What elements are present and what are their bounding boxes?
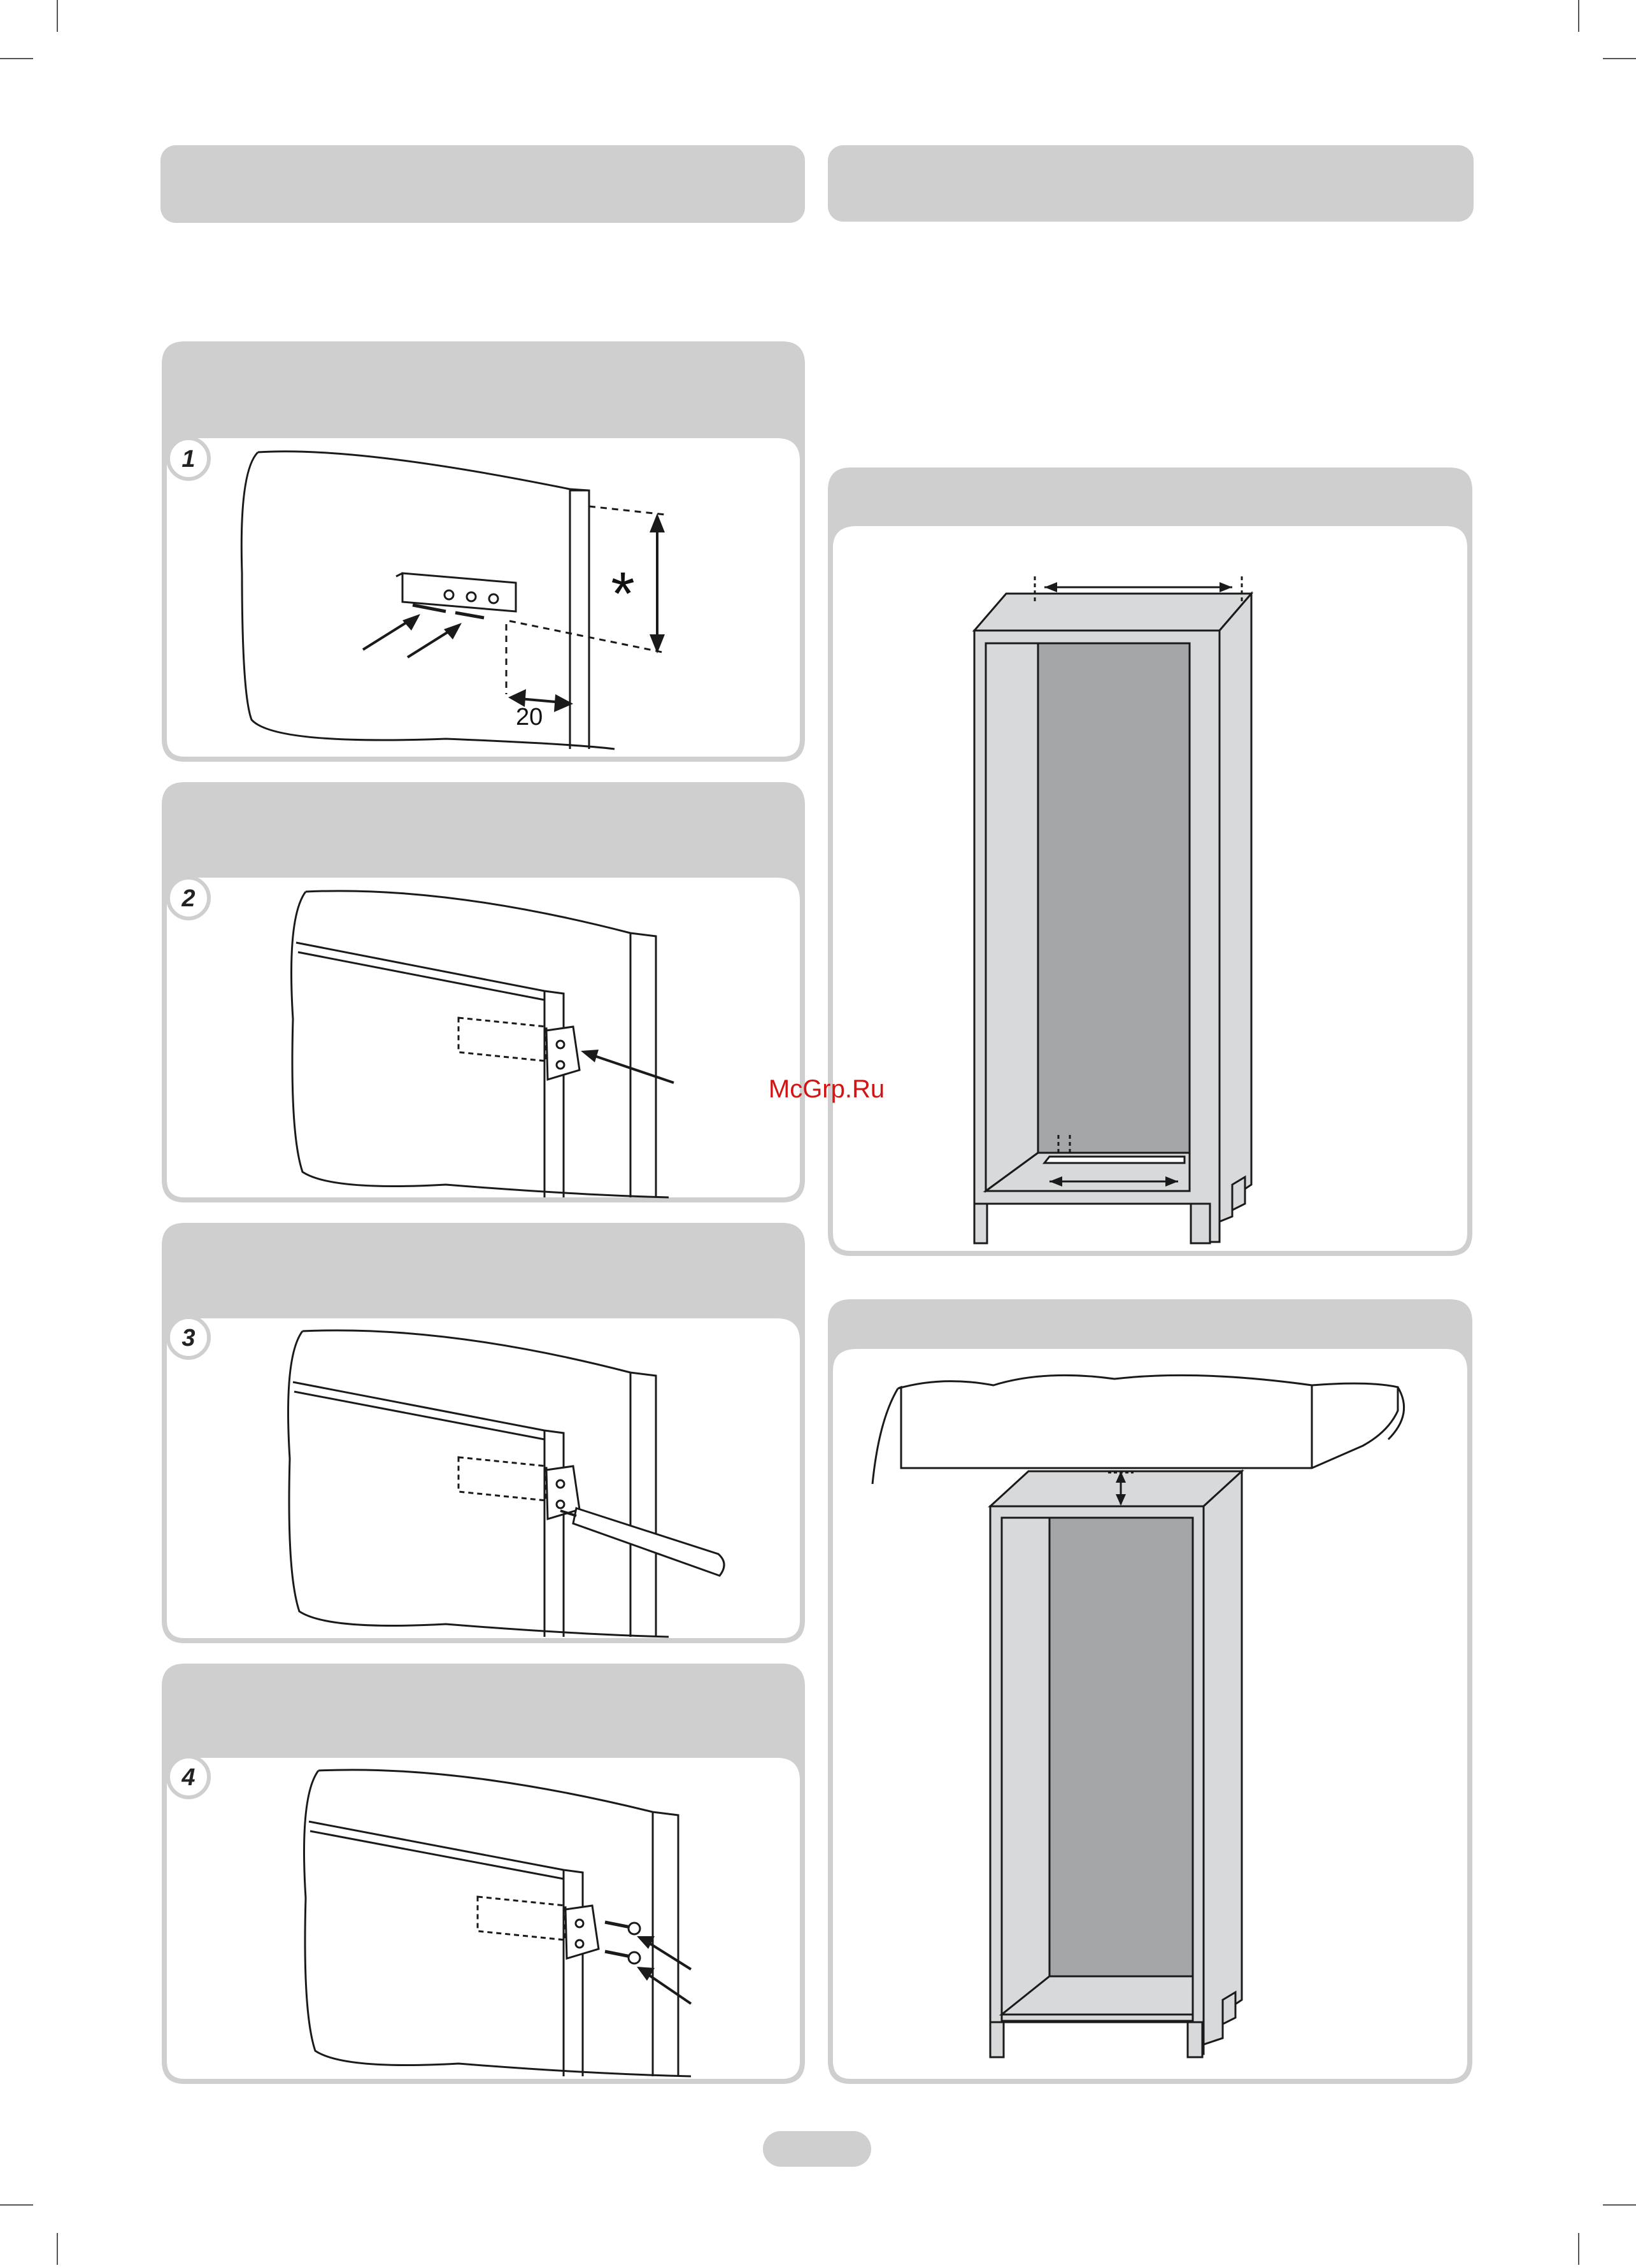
page-number-pill [763,2131,871,2167]
step-number-2: 2 [181,885,196,912]
right-header-bar [828,145,1474,222]
step-panel-1 [162,341,805,762]
cabinet-niche-drawing [974,576,1251,1243]
step-number-3: 3 [181,1325,196,1352]
niche-panel [814,467,1472,1256]
step-panel-2 [162,782,805,1202]
height-marker: * [611,560,635,628]
left-header-bar [160,145,805,223]
worktop-panel [828,1299,1472,2084]
step-number-4: 4 [181,1764,196,1791]
dimension-20: 20 [516,704,543,731]
step-number-1: 1 [181,446,196,473]
step-panel-4 [162,1664,805,2084]
watermark-text: McGrp.Ru [768,1075,885,1103]
step-panel-3 [162,1223,805,1643]
